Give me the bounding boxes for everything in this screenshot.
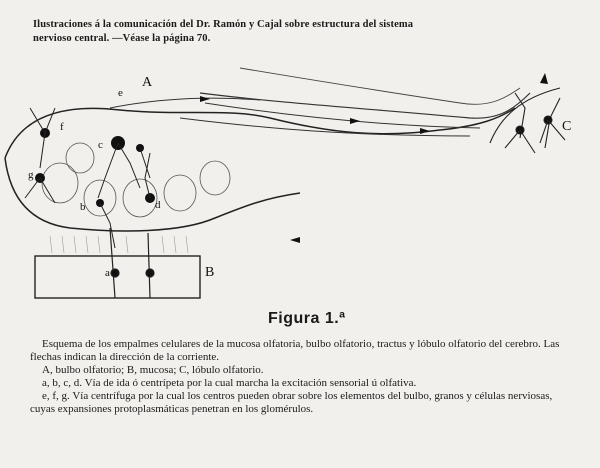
label-f: f — [60, 121, 64, 133]
figure-caption — [30, 338, 578, 416]
caption-paragraph-4: e, f, g. Vía centrífuga por la cual los centros pueden obrar sobre los elementos del bulbo, granos y células nerviosas, cuyas expansiones protoplasmáticas penetran en los glomérulos. — [30, 390, 553, 415]
caption-paragraph-1: Esquema de los empalmes celulares de la mucosa olfatoria, bulbo olfatorio, tractus y lóbulo olfatorio del cerebro. Las flechas indican la dirección de la corriente. — [30, 338, 560, 363]
label-g: g — [28, 169, 34, 181]
label-d: d — [155, 199, 161, 211]
caption-paragraph-3: a, b, c, d. Vía de ida ó centrípeta por la cual marcha la excitación sensorial ú olfativa. — [42, 377, 417, 389]
header-line-2: nervioso central. —Véase la página 70. — [33, 33, 211, 44]
tract-fiber-5 — [110, 98, 260, 108]
label-c: c — [98, 139, 103, 151]
plate-header — [33, 18, 573, 46]
label-b: b — [80, 201, 86, 213]
mucosa-band — [35, 256, 200, 298]
cortex-lobe — [490, 88, 565, 153]
label-B: B — [205, 265, 215, 280]
mucosa-hatch — [50, 236, 188, 253]
label-A: A — [142, 75, 153, 90]
header-line-1: Ilustraciones á la comunicación del Dr. Ramón y Cajal sobre estructura del sistema — [33, 19, 414, 30]
nerve-cells — [35, 128, 155, 207]
label-C: C — [562, 119, 572, 134]
tract-fiber-4 — [240, 68, 520, 104]
figure-title: Figura 1.ª — [268, 310, 346, 327]
glomeruli — [42, 143, 230, 217]
label-a: a — [105, 267, 110, 279]
mucosa-cells — [110, 228, 154, 298]
tract-fiber-3 — [180, 118, 470, 136]
olfactory-diagram — [0, 48, 600, 313]
caption-paragraph-2: A, bulbo olfatorio; B, mucosa; C, lóbulo olfatorio. — [42, 364, 264, 376]
label-e: e — [118, 87, 123, 99]
